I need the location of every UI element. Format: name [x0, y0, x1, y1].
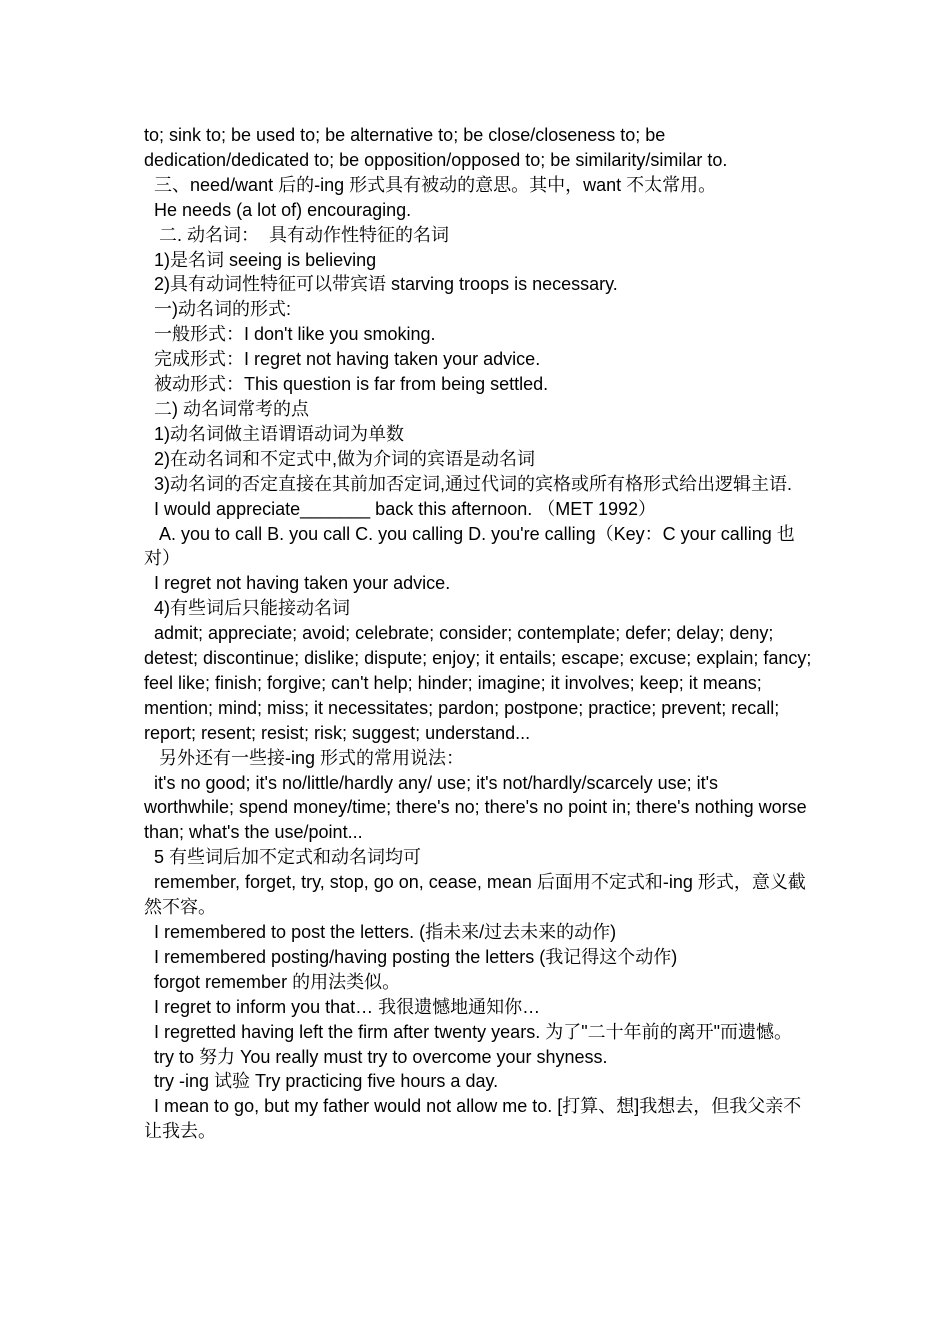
- example-sentence: try -ing 试验 Try practicing five hours a day.: [144, 1071, 499, 1092]
- document-page: [144, 123, 817, 1144]
- text-line: I regret not having taken your advice.: [144, 573, 451, 594]
- text-line: 3)动名词的否定直接在其前加否定词,通过代词的宾格或所有格形式给出逻辑主语.: [144, 473, 793, 494]
- text-line: 2)在动名词和不定式中,做为介词的宾语是动名词: [144, 448, 536, 469]
- text-line: to; sink to; be used to; be alternative to; be close/closeness to; be dedication/dedicated to; be opposition/opposed to; be similarity/similar to.: [144, 125, 728, 170]
- exercise-options: A. you to call B. you call C. you calling D. you're calling（Key：C your calling 也对）: [144, 523, 795, 569]
- text-line: forgot remember 的用法类似。: [144, 971, 401, 992]
- subsection-heading: 一)动名词的形式:: [144, 299, 292, 320]
- text-line: 5 有些词后加不定式和动名词均可: [144, 847, 422, 868]
- example-sentence: I remembered posting/having posting the letters (我记得这个动作): [144, 946, 678, 967]
- example-sentence: I regret to inform you that… 我很遗憾地通知你…: [144, 996, 541, 1017]
- text-line: 另外还有一些接-ing 形式的常用说法：: [144, 747, 465, 768]
- example-sentence: I regretted having left the firm after twenty years. 为了"二十年前的离开"而遗憾。: [144, 1021, 792, 1042]
- text-line: 2)具有动词性特征可以带宾语 starving troops is necessary.: [144, 274, 618, 295]
- subsection-heading: 二) 动名词常考的点: [144, 398, 310, 419]
- text-line: remember, forget, try, stop, go on, cease, mean 后面用不定式和-ing 形式，意义截然不容。: [144, 872, 806, 918]
- verb-list: admit; appreciate; avoid; celebrate; consider; contemplate; defer; delay; deny; detest; discontinue; dislike; dispute; enjoy; it entails; escape; excuse; explain; fancy; feel like; finish; forgive; can't help; hinder; imagine; it involves; keep; it means; mention; mind; miss; it necessitates; pardon; postpone; practice; prevent; recall; report; resent; resist; risk; suggest; understand...: [144, 623, 817, 743]
- example-sentence: try to 努力 You really must try to overcome your shyness.: [144, 1046, 608, 1067]
- exercise-question: I would appreciate_______ back this afternoon. （MET 1992）: [144, 498, 656, 519]
- section-heading: 二. 动名词： 具有动作性特征的名词: [144, 224, 450, 245]
- text-line: 1)动名词做主语谓语动词为单数: [144, 423, 405, 444]
- text-line: 1)是名词 seeing is believing: [144, 249, 377, 270]
- text-line: 三、need/want 后的-ing 形式具有被动的意思。其中，want 不太常用。: [144, 174, 717, 195]
- text-line: 完成形式：I regret not having taken your advice.: [144, 349, 541, 370]
- example-sentence: I remembered to post the letters. (指未来/过去未来的动作): [144, 922, 617, 942]
- text-line: He needs (a lot of) encouraging.: [144, 199, 412, 220]
- example-sentence: I mean to go, but my father would not allow me to. [打算、想]我想去，但我父亲不让我去。: [144, 1096, 802, 1142]
- phrase-list: it's no good; it's no/little/hardly any/ use; it's not/hardly/scarcely use; it's worthwhile; spend money/time; there's no; there's no point in; there's nothing worse than; what's the use/point...: [144, 772, 812, 843]
- text-line: 4)有些词后只能接动名词: [144, 598, 351, 619]
- text-line: 一般形式：I don't like you smoking.: [144, 324, 436, 345]
- text-line: 被动形式：This question is far from being settled.: [144, 374, 549, 395]
